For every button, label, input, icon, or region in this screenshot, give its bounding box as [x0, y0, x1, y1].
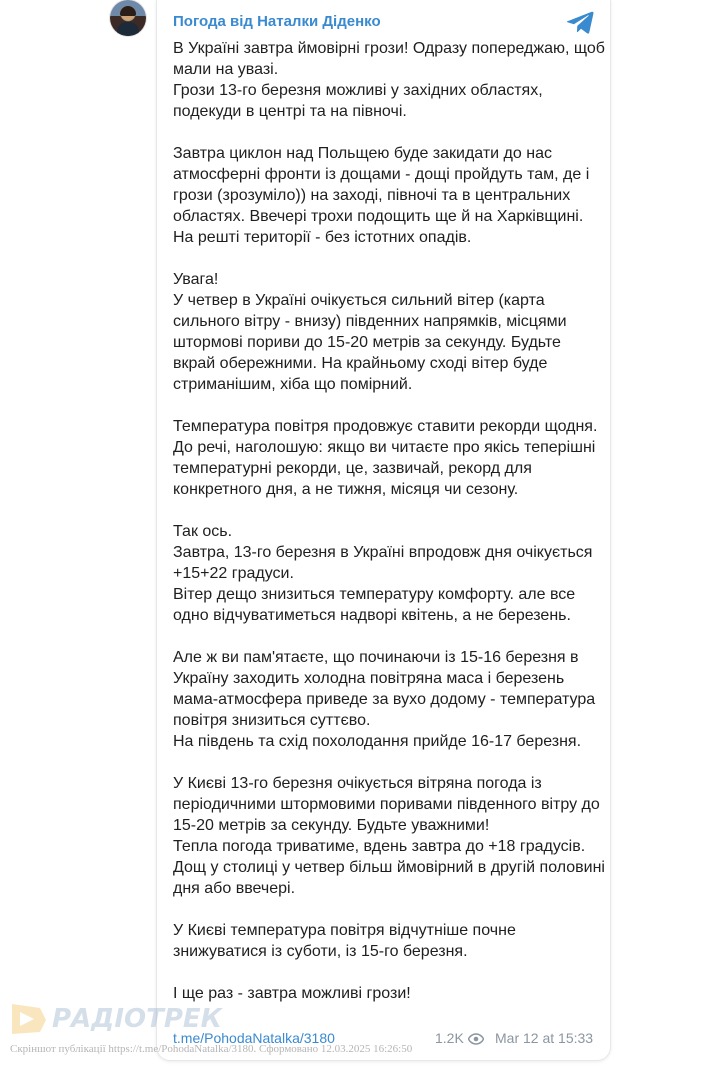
post-date: Mar 12 at 15:33: [495, 1030, 594, 1046]
message-text: В Україні завтра ймовірні грози! Одразу попереджаю, щоб мали на увазі. Грози 13-го березня можливі у західних областях, подекуди в центрі та на півночі. Завтра циклон над Польщею буде закидати до нас атмосферні фронти із дощами - дощі пройдуть там, де і грози (зрозуміло)) на заході, півночі та в центральних областях. Ввечері трохи подощить ще й на Харківщині. На решті території - без істотних опадів. Увага! У четвер в Україні очікується сильний вітер (карта сильного вітру - внизу) південних напрямків, місцями штормові пориви до 15-20 метрів за секунду. Будьте вкрай обережними. На крайньому сході вітер буде стриманішим, хіба що помірний. Температура повітря продовжує ставити рекорди щодня. До речі, наголошую: якщо ви читаєте про якісь теперішні температурні рекорди, це, зазвичай, рекорд для конкретного дня, а не тижня, місяця чи сезону. Так ось. Завтра, 13-го березня в Україні впродовж дня очікується +15+22 градуси. Вітер дещо знизиться температуру комфорту. але все одно відчуватиметься надворі квітень, а не березень. Але ж ви пам'ятаєте, що починаючи із 15-16 березня в Україну заходить холодна повітряна маса і березень мама-атмосфера приведе за вуxо додому - температура повітря знизиться суттєво. На південь та схід похолодання прийде 16-17 березня. У Києві 13-го березня очікується вітряна погода із періодичними штормовими поривами південного вітру до 15-20 метрів за секунду. Будьте уважними! Тепла погода триватиме, вдень завтра до +18 градусів. Дощ у столиці у четвер більш ймовірний в другій половині дня або ввечері. У Києві температура повітря відчутніше почне знижуватися із суботи, із 15-го березня. І ще раз - завтра можливі грози!: [173, 40, 605, 1002]
flag-logo-icon: [10, 1002, 48, 1036]
view-count: 1.2K: [435, 1030, 464, 1046]
avatar-hair: [120, 6, 136, 16]
eye-icon: [468, 1033, 484, 1045]
radiotrek-watermark-logo: [10, 1002, 222, 1038]
channel-avatar[interactable]: [110, 0, 146, 36]
avatar-body: [117, 22, 139, 36]
watermark-logo-text: РАДІОТРЕК: [52, 1004, 222, 1034]
channel-name-link[interactable]: Погода від Наталки Діденко: [173, 13, 381, 30]
telegram-plane-icon[interactable]: [566, 10, 594, 34]
post-link[interactable]: t.me/PohodaNatalka/3180: [173, 1030, 335, 1046]
screenshot-caption: Скріншот публікації https://t.me/PohodaNatalka/3180. Сформовано 12.03.2025 16:26:50: [10, 1043, 413, 1055]
